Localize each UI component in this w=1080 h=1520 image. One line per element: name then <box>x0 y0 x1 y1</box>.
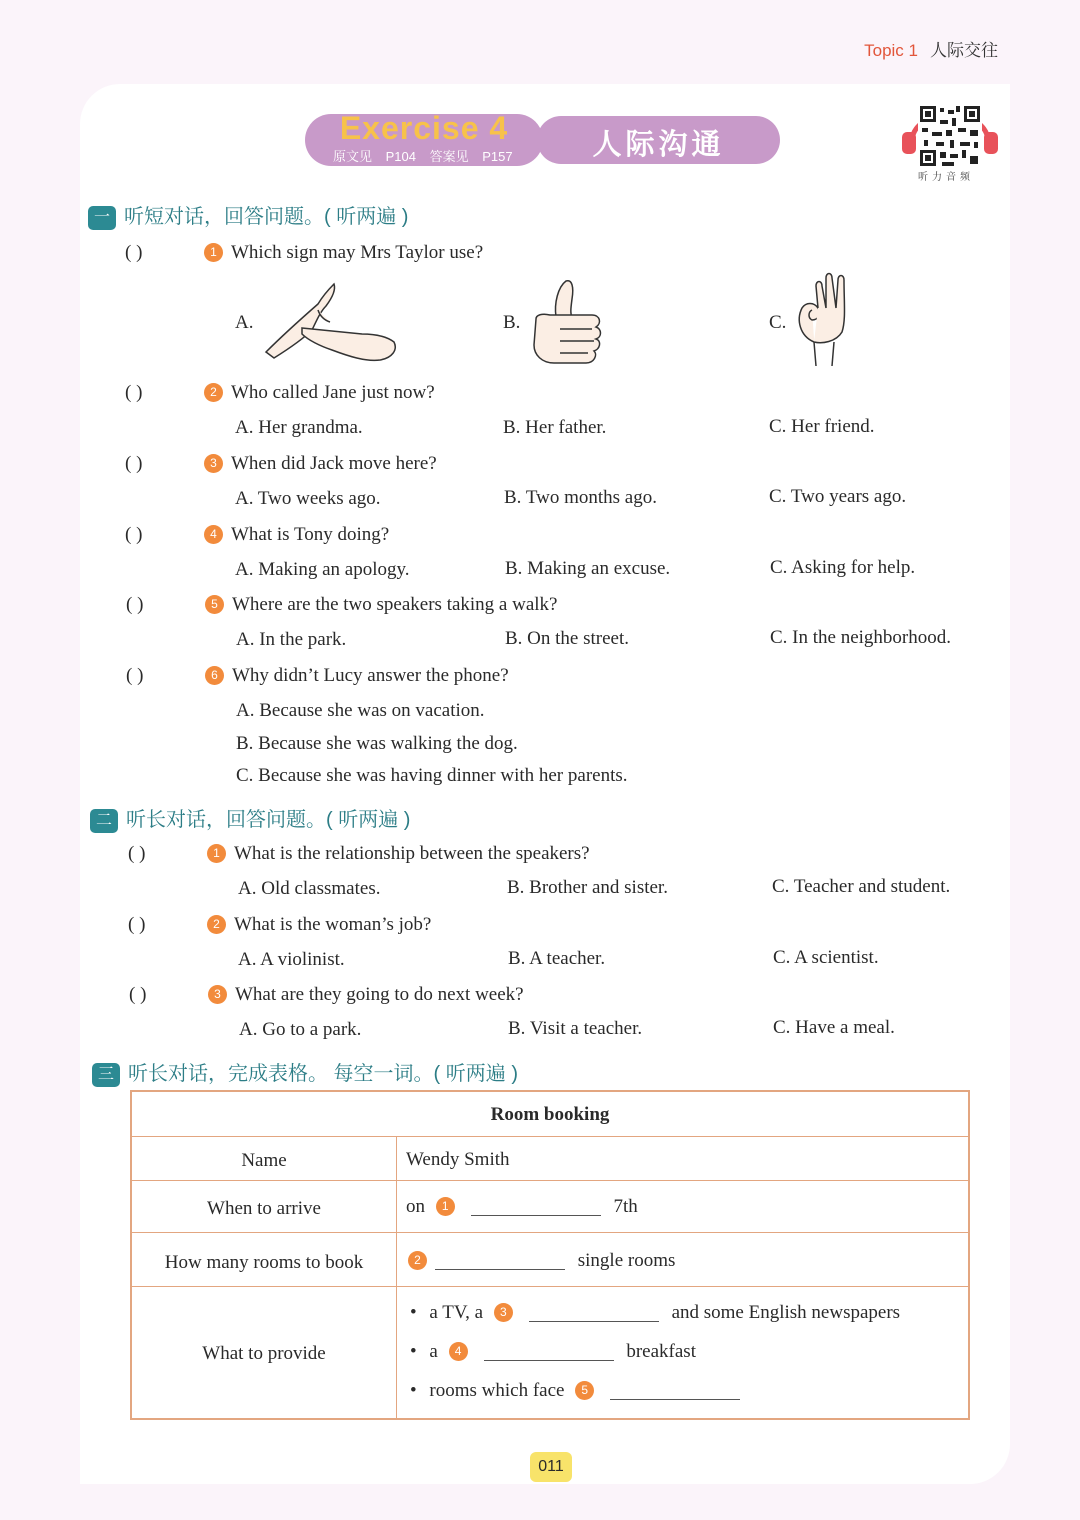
option-a[interactable]: A. In the park. <box>236 629 347 650</box>
question-number: 2 <box>204 383 223 402</box>
answer-bracket[interactable]: ( ) <box>126 665 144 686</box>
option-a[interactable]: A. A violinist. <box>238 949 345 970</box>
option-b[interactable]: B. <box>503 312 521 333</box>
blank-field[interactable] <box>435 1255 565 1270</box>
question-text: What is Tony doing? <box>231 524 390 545</box>
question-number: 3 <box>204 454 223 473</box>
exercise-banner <box>305 110 780 168</box>
section-3-badge: 三 <box>92 1063 120 1087</box>
question-text: What is the relationship between the speakers? <box>234 843 590 864</box>
question-number: 1 <box>204 243 223 262</box>
topic-header <box>864 36 998 61</box>
arrive-value <box>406 1196 638 1218</box>
answer-bracket[interactable]: ( ) <box>125 242 143 263</box>
thumbs-up-icon <box>530 277 608 367</box>
option-a[interactable]: A. Making an apology. <box>235 559 410 580</box>
option-a[interactable]: A. Go to a park. <box>239 1019 362 1040</box>
long-question-2 <box>207 914 431 936</box>
option-c[interactable]: C. Because she was having dinner with her parents. <box>236 765 628 786</box>
question-number: 6 <box>205 666 224 685</box>
provide-prefix: a TV, a <box>429 1302 484 1323</box>
provide-suffix: and some English newspapers <box>671 1302 901 1323</box>
provide-item-2 <box>410 1341 696 1363</box>
option-c[interactable]: C. Teacher and student. <box>772 876 951 897</box>
section-2-title: 听长对话，回答问题。( 听两遍 ) <box>126 809 411 831</box>
table-divider <box>132 1180 968 1181</box>
option-b[interactable]: B. Making an excuse. <box>505 558 671 579</box>
provide-suffix: breakfast <box>626 1341 696 1362</box>
option-b[interactable]: B. Brother and sister. <box>507 877 668 898</box>
row-label-rooms: How many rooms to book <box>164 1252 364 1273</box>
blank-number: 3 <box>494 1303 513 1322</box>
row-label-provide: What to provide <box>202 1343 326 1364</box>
question-text: What is the woman’s job? <box>234 914 432 935</box>
question-number: 2 <box>207 915 226 934</box>
answer-bracket[interactable]: ( ) <box>128 843 146 864</box>
answer-bracket[interactable]: ( ) <box>126 594 144 615</box>
blank-number: 1 <box>436 1197 455 1216</box>
option-a[interactable]: A. Her grandma. <box>235 417 363 438</box>
option-c[interactable]: C. Two years ago. <box>769 486 907 507</box>
option-c[interactable]: C. Have a meal. <box>773 1017 895 1038</box>
question-number: 1 <box>207 844 226 863</box>
arrive-prefix: on <box>406 1196 425 1217</box>
section-3-title: 听长对话，完成表格。 每空一词。( 听两遍 ) <box>128 1063 518 1085</box>
provide-item-3 <box>410 1380 748 1402</box>
table-divider <box>132 1136 968 1137</box>
answer-bracket[interactable]: ( ) <box>129 984 147 1005</box>
section-3-heading <box>92 1057 518 1087</box>
exercise-title: Exercise 4 <box>339 110 509 146</box>
provide-prefix: a <box>429 1341 438 1362</box>
bullet: • <box>410 1341 417 1362</box>
option-c[interactable]: C. <box>769 312 787 333</box>
hand-gesture-a-icon <box>262 282 400 366</box>
arrive-suffix: 7th <box>613 1196 638 1217</box>
question-text: Who called Jane just now? <box>231 382 435 403</box>
question-text: What are they going to do next week? <box>235 984 524 1005</box>
option-b[interactable]: B. A teacher. <box>508 948 606 969</box>
question-number: 3 <box>208 985 227 1004</box>
provide-prefix: rooms which face <box>429 1380 565 1401</box>
option-a[interactable]: A. Because she was on vacation. <box>236 700 485 721</box>
option-b[interactable]: B. Because she was walking the dog. <box>236 733 518 754</box>
topic-title: 人际交往 <box>930 41 998 60</box>
page-number: 011 <box>530 1452 572 1482</box>
option-c[interactable]: C. Her friend. <box>769 416 875 437</box>
option-a[interactable]: A. Old classmates. <box>238 878 381 899</box>
table-divider <box>132 1232 968 1233</box>
section-1-heading <box>88 200 408 230</box>
long-question-3 <box>208 984 524 1006</box>
question-text: Which sign may Mrs Taylor use? <box>231 242 484 263</box>
table-divider <box>396 1136 397 1418</box>
answer-bracket[interactable]: ( ) <box>128 914 146 935</box>
room-booking-table <box>130 1090 970 1420</box>
answer-bracket[interactable]: ( ) <box>125 382 143 403</box>
question-3 <box>204 453 437 475</box>
qr-label: 听力音频 <box>918 172 974 183</box>
blank-number: 2 <box>408 1251 427 1270</box>
option-a[interactable]: A. Two weeks ago. <box>235 488 381 509</box>
bullet: • <box>410 1380 417 1401</box>
answer-bracket[interactable]: ( ) <box>125 524 143 545</box>
section-1-badge: 一 <box>88 206 116 230</box>
question-2 <box>204 382 435 404</box>
blank-field[interactable] <box>610 1385 740 1400</box>
question-text: Why didn’t Lucy answer the phone? <box>232 665 509 686</box>
blank-field[interactable] <box>484 1346 614 1361</box>
option-b[interactable]: B. Visit a teacher. <box>508 1018 643 1039</box>
blank-field[interactable] <box>471 1201 601 1216</box>
row-label-arrive: When to arrive <box>207 1198 321 1219</box>
name-value: Wendy Smith <box>406 1149 510 1170</box>
answer-bracket[interactable]: ( ) <box>125 453 143 474</box>
table-divider <box>132 1286 968 1287</box>
topic-label: Topic 1 <box>864 41 918 60</box>
long-question-1 <box>207 843 590 865</box>
option-b[interactable]: B. On the street. <box>505 628 630 649</box>
provide-item-1 <box>410 1302 900 1324</box>
row-label-name: Name <box>241 1150 287 1171</box>
option-c[interactable]: C. Asking for help. <box>770 557 916 578</box>
option-b[interactable]: B. Two months ago. <box>504 487 657 508</box>
question-text: When did Jack move here? <box>231 453 437 474</box>
rooms-suffix: single rooms <box>577 1250 676 1271</box>
question-1 <box>204 242 483 264</box>
question-5 <box>205 594 558 616</box>
table-heading: Room booking <box>490 1104 610 1125</box>
option-a[interactable]: A. <box>235 312 254 333</box>
bullet: • <box>410 1302 417 1323</box>
question-number: 4 <box>204 525 223 544</box>
section-2-heading <box>90 803 410 833</box>
rooms-value <box>408 1250 675 1272</box>
section-2-badge: 二 <box>90 809 118 833</box>
exercise-topic-title: 人际沟通 <box>592 129 725 161</box>
question-6 <box>205 665 509 687</box>
blank-number: 4 <box>449 1342 468 1361</box>
section-1-title: 听短对话，回答问题。( 听两遍 ) <box>124 206 409 228</box>
option-c[interactable]: C. A scientist. <box>773 947 879 968</box>
option-c[interactable]: C. In the neighborhood. <box>770 627 952 648</box>
blank-field[interactable] <box>529 1307 659 1322</box>
option-b[interactable]: B. Her father. <box>503 417 607 438</box>
ok-gesture-icon <box>792 272 850 368</box>
blank-number: 5 <box>575 1381 594 1400</box>
exercise-refs: 原文见 P104 答案见 P157 <box>333 149 513 164</box>
question-number: 5 <box>205 595 224 614</box>
question-4 <box>204 524 389 546</box>
question-text: Where are the two speakers taking a walk? <box>232 594 558 615</box>
